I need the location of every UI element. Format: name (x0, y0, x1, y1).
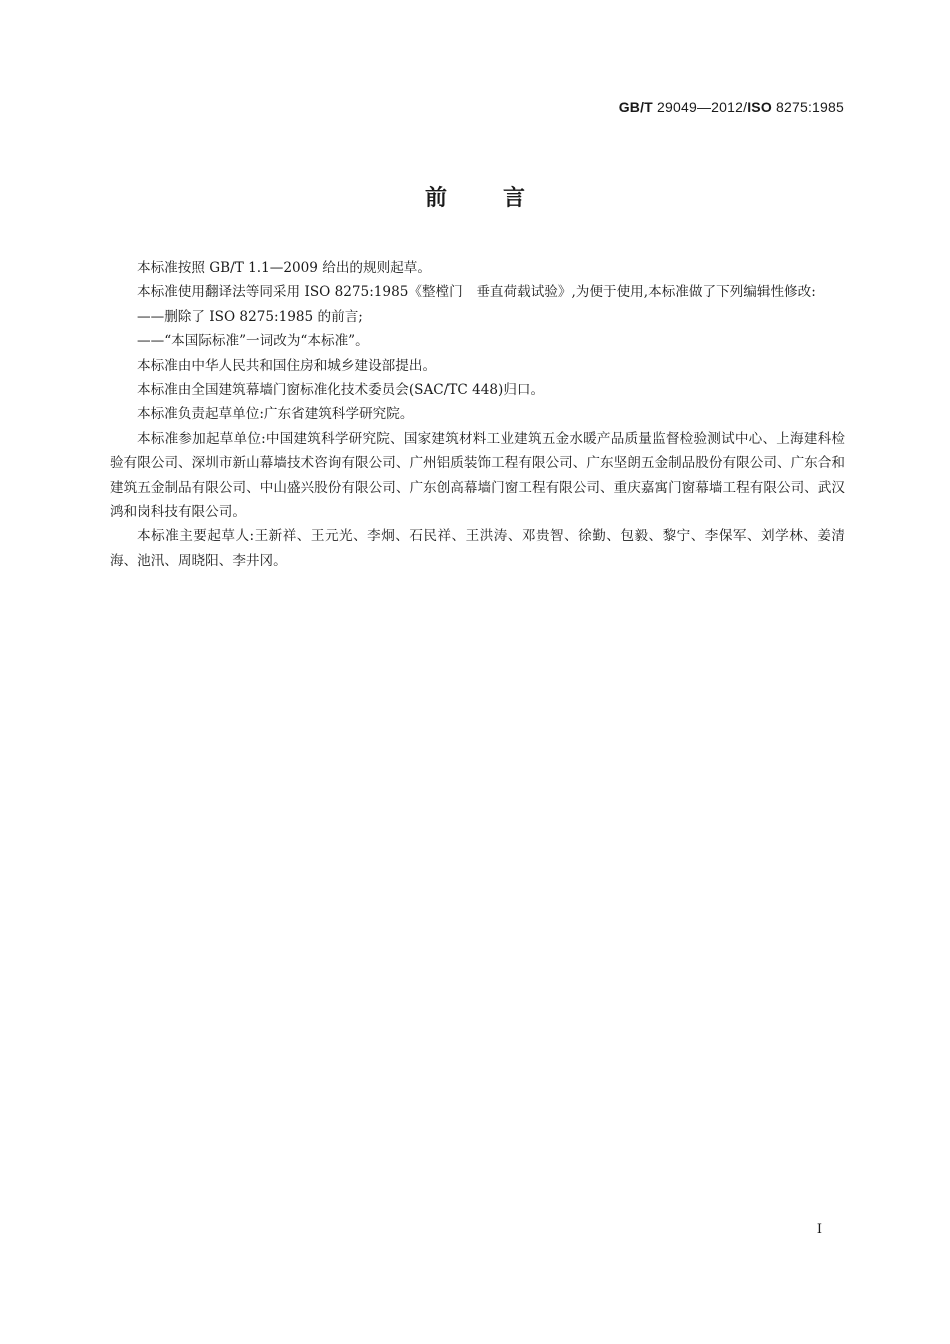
iso-prefix: ISO (747, 99, 772, 115)
paragraph-proposer: 本标准由中华人民共和国住房和城乡建设部提出。 (137, 357, 437, 374)
title-char-2: 言 (503, 186, 526, 211)
page-title (0, 181, 950, 212)
paragraph-modification-2: ——“本国际标准”一词改为“本标准”。 (137, 333, 369, 350)
paragraph-adoption: 本标准使用翻译法等同采用 ISO 8275:1985《整樘门 垂直荷载试验》,为便于使用,本标准做了下列编辑性修改: (137, 284, 816, 301)
paragraph-drafting-rules: 本标准按照 GB/T 1.1—2009 给出的规则起草。 (137, 260, 431, 276)
standard-prefix: GB/T (618, 99, 653, 115)
paragraph-modification-1: ——删除了 ISO 8275:1985 的前言; (137, 308, 363, 325)
iso-number: 8275:1985 (776, 99, 844, 115)
preface-body (110, 256, 845, 573)
page-number: I (816, 1222, 822, 1237)
paragraph-main-drafters: 本标准主要起草人:王新祥、王元光、李炯、石民祥、王洪涛、邓贵智、徐勤、包毅、黎宁、李保军、刘学林、姜清海、池汛、周晓阳、李井冈。 (110, 528, 845, 569)
standard-number: 29049—2012/ (657, 99, 748, 115)
paragraph-committee: 本标准由全国建筑幕墙门窗标准化技术委员会(SAC/TC 448)归口。 (137, 382, 545, 399)
paragraph-participating-units: 本标准参加起草单位:中国建筑科学研究院、国家建筑材料工业建筑五金水暖产品质量监督检验测试中心、上海建科检验有限公司、深圳市新山幕墙技术咨询有限公司、广州铝质装饰工程有限公司、广东坚朗五金制品股份有限公司、广东合和建筑五金制品有限公司、中山盛兴股份有限公司、广东创高幕墙门窗工程有限公司、重庆嘉寓门窗幕墙工程有限公司、武汉鸿和岗科技有限公司。 (110, 430, 845, 521)
title-char-1: 前 (424, 186, 447, 211)
paragraph-lead-drafter: 本标准负责起草单位:广东省建筑科学研究院。 (137, 406, 414, 423)
standard-code (619, 99, 844, 115)
